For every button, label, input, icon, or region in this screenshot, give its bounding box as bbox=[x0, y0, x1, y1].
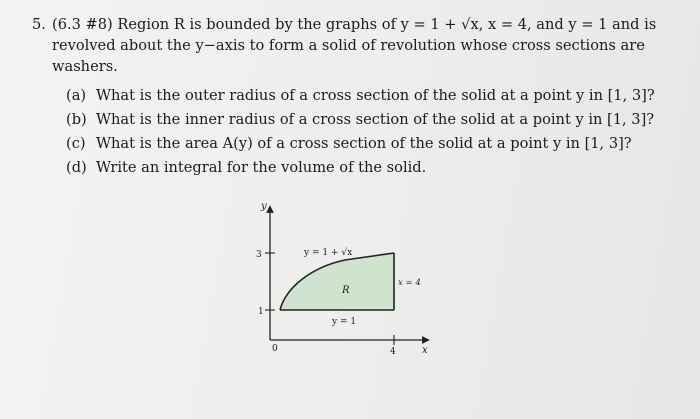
origin-label: 0 bbox=[272, 344, 278, 354]
line-y-label: y = 1 bbox=[332, 317, 357, 327]
x-axis-label: x bbox=[422, 345, 428, 355]
part-label: (d) bbox=[66, 159, 87, 176]
y-axis-label: y bbox=[261, 201, 267, 212]
problem-statement-row bbox=[32, 14, 682, 77]
part-label: (c) bbox=[66, 135, 86, 152]
problem bbox=[32, 14, 682, 181]
part-text: What is the inner radius of a cross section of the solid at a point y in [1, 3]? bbox=[96, 111, 655, 128]
part-label: (b) bbox=[66, 111, 87, 128]
tick-label-y3: 3 bbox=[256, 250, 262, 260]
curve-label: y = 1 + √x bbox=[304, 248, 353, 258]
tick-label-x4: 4 bbox=[390, 347, 396, 355]
region-label: R bbox=[342, 285, 350, 296]
part-b bbox=[66, 109, 682, 130]
part-c bbox=[66, 133, 682, 154]
region-figure bbox=[250, 195, 440, 355]
problem-parts bbox=[66, 85, 682, 178]
problem-statement: (6.3 #8) Region R is bounded by the graphs of y = 1 + √x, x = 4, and y = 1 and is revolved about the y−axis to form a solid of revolution whose cross sections are washers. bbox=[52, 16, 657, 75]
part-text: What is the area A(y) of a cross section of the solid at a point y in [1, 3]? bbox=[96, 135, 632, 152]
line-x-label: x = 4 bbox=[398, 278, 421, 288]
part-a bbox=[66, 85, 682, 106]
part-label: (a) bbox=[66, 87, 87, 104]
part-text: What is the outer radius of a cross section of the solid at a point y in [1, 3]? bbox=[96, 87, 655, 104]
part-text: Write an integral for the volume of the solid. bbox=[96, 159, 427, 176]
tick-label-y1: 1 bbox=[258, 307, 264, 317]
part-d bbox=[66, 157, 682, 178]
problem-number: 5. bbox=[32, 16, 46, 33]
